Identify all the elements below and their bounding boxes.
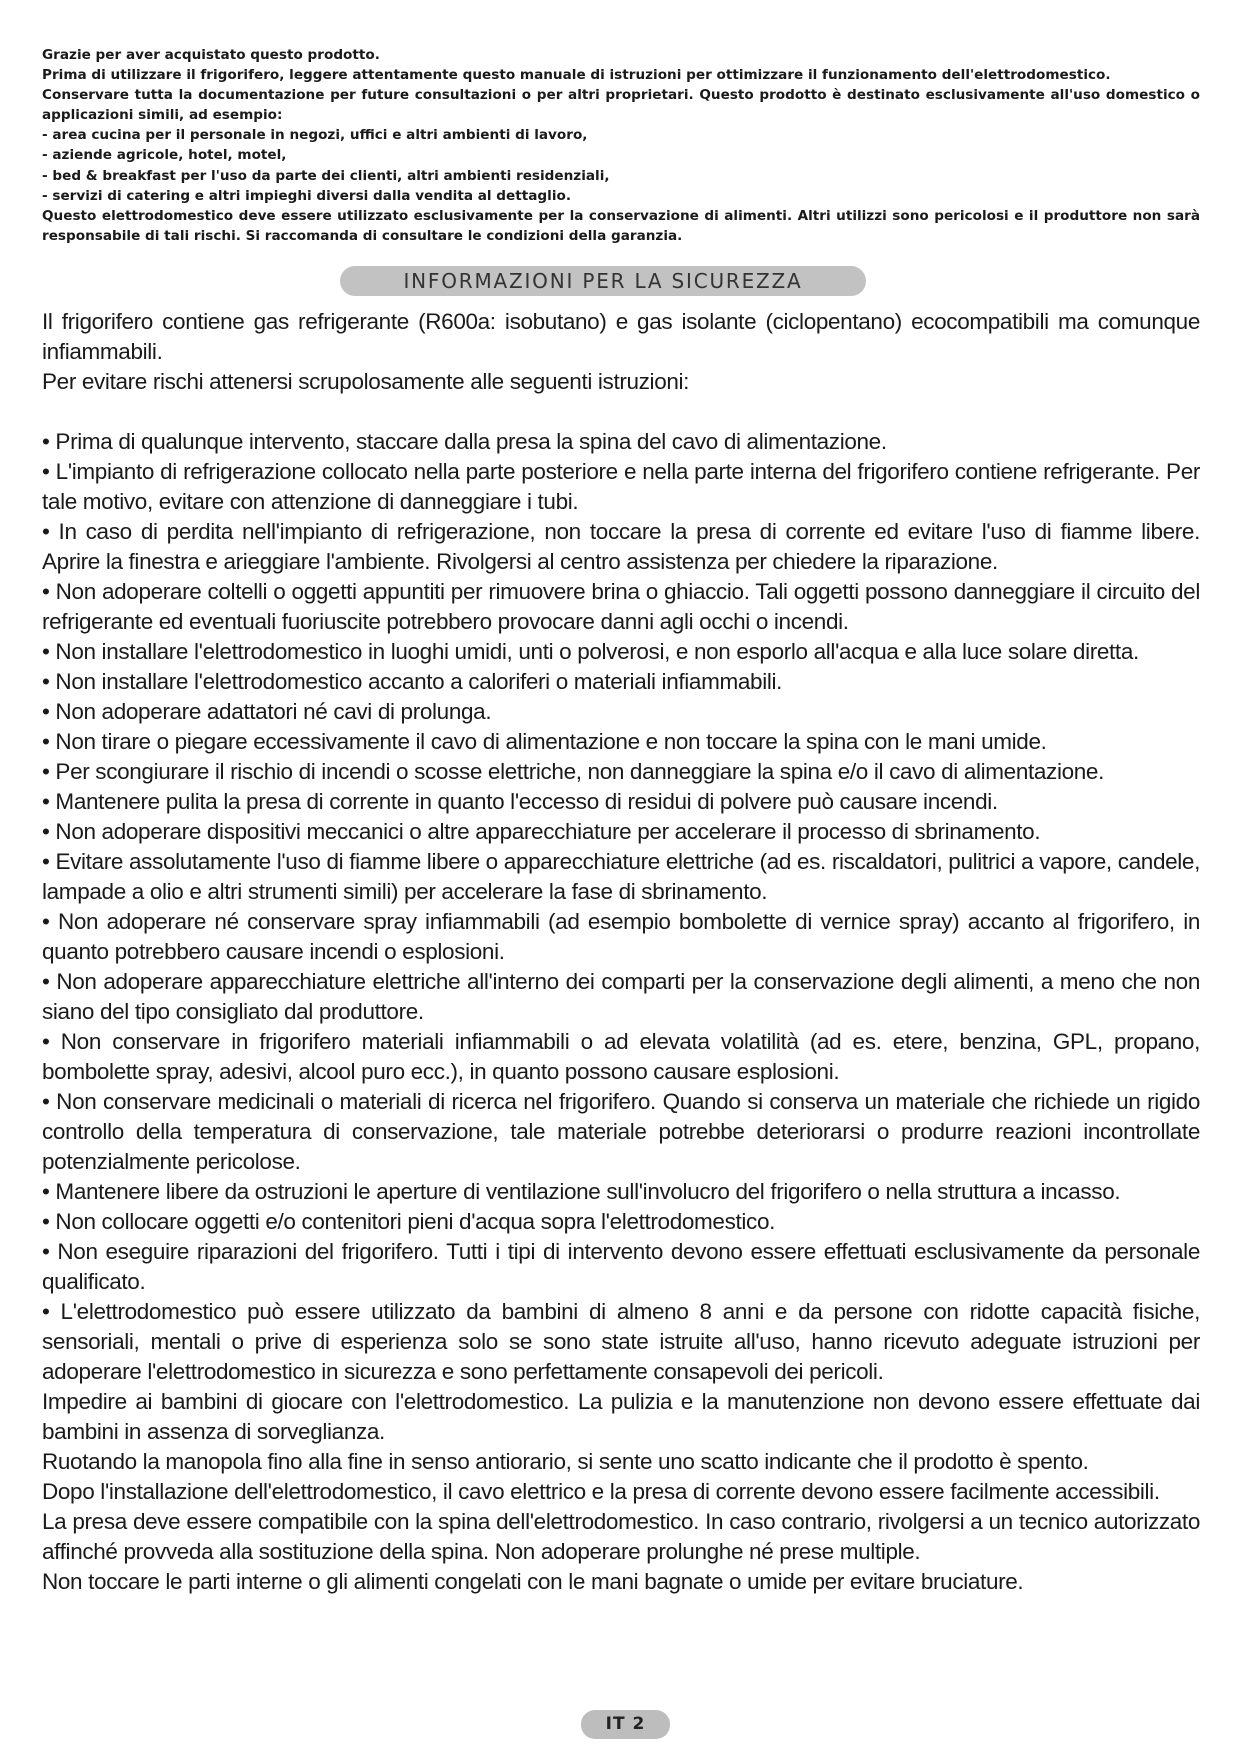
safety-bullet: • Non adoperare apparecchiature elettriche all'interno dei comparti per la conservazione degli alimenti, a meno che non siano del tipo consigliato dal produttore.: [42, 969, 1200, 1024]
intro-line: - bed & breakfast per l'uso da parte dei clienti, altri ambienti residenziali,: [42, 167, 610, 184]
safety-bullet: • Mantenere libere da ostruzioni le aperture di ventilazione sull'involucro del frigorifero o nella struttura a incasso.: [42, 1179, 1121, 1204]
safety-bullet: • Evitare assolutamente l'uso di fiamme libere o apparecchiature elettriche (ad es. riscaldatori, pulitrici a vapore, candele, lampade a olio e altri strumenti simili) per accelerare la fase di sbrinamento.: [42, 849, 1200, 904]
safety-bullet: • Mantenere pulita la presa di corrente in quanto l'eccesso di residui di polvere può causare incendi.: [42, 789, 998, 814]
intro-line: - aziende agricole, hotel, motel,: [42, 147, 287, 164]
intro-line: - servizi di catering e altri impieghi diversi dalla vendita al dettaglio.: [42, 187, 571, 204]
safety-bullet: • L'impianto di refrigerazione collocato nella parte posteriore e nella parte interna del frigorifero contiene refrigerante. Per tale motivo, evitare con attenzione di danneggiare i tubi.: [42, 459, 1200, 514]
safety-bullet: • Non adoperare coltelli o oggetti appuntiti per rimuovere brina o ghiaccio. Tali oggetti possono danneggiare il circuito del refrigerante ed eventuali fuoriuscite potrebbero provocare danni agli occhi o incendi.: [42, 579, 1200, 634]
safety-bullet: • Non installare l'elettrodomestico in luoghi umidi, unti o polverosi, e non esporlo all'acqua e alla luce solare diretta.: [42, 639, 1139, 664]
intro-line: Prima di utilizzare il frigorifero, leggere attentamente questo manuale di istruzioni per ottimizzare il funzionamento dell'elettrodomestico.: [42, 67, 1111, 84]
safety-bullet: • Prima di qualunque intervento, staccare dalla presa la spina del cavo di alimentazione.: [42, 429, 887, 454]
safety-bullet: • Non adoperare né conservare spray infiammabili (ad esempio bombolette di vernice spray) accanto al frigorifero, in quanto potrebbero causare incendi o esplosioni.: [42, 909, 1200, 964]
safety-closing-paragraph: La presa deve essere compatibile con la spina dell'elettrodomestico. In caso contrario, rivolgersi a un tecnico autorizzato affinché provveda alla sostituzione della spina. Non adoperare prolunghe né prese multiple.: [42, 1509, 1200, 1564]
safety-bullet: • Non adoperare adattatori né cavi di prolunga.: [42, 699, 492, 724]
intro-line: - area cucina per il personale in negozi, uffici e altri ambienti di lavoro,: [42, 127, 588, 144]
safety-bullet: • Non eseguire riparazioni del frigorifero. Tutti i tipi di intervento devono essere effettuati esclusivamente da personale qualificato.: [42, 1239, 1200, 1294]
safety-bullet: • Non adoperare dispositivi meccanici o altre apparecchiature per accelerare il processo di sbrinamento.: [42, 819, 1041, 844]
safety-bullet: • Non conservare medicinali o materiali di ricerca nel frigorifero. Quando si conserva un materiale che richiede un rigido controllo della temperatura di conservazione, tale materiale potrebbe deteriorarsi o produrre reazioni incontrollate potenzialmente pericolose.: [42, 1089, 1200, 1174]
safety-lead-paragraph: Per evitare rischi attenersi scrupolosamente alle seguenti istruzioni:: [42, 369, 690, 394]
section-heading: INFORMAZIONI PER LA SICUREZZA: [340, 266, 866, 296]
safety-bullet: • Non installare l'elettrodomestico accanto a caloriferi o materiali infiammabili.: [42, 669, 783, 694]
safety-closing-paragraph: Dopo l'installazione dell'elettrodomestico, il cavo elettrico e la presa di corrente devono essere facilmente accessibili.: [42, 1479, 1160, 1504]
safety-lead-paragraph: Il frigorifero contiene gas refrigerante (R600a: isobutano) e gas isolante (ciclopentano) ecocompatibili ma comunque infiammabili.: [42, 309, 1200, 364]
safety-instructions: [42, 307, 1200, 1597]
spacer: [42, 397, 1200, 427]
safety-closing-paragraph: Ruotando la manopola fino alla fine in senso antiorario, si sente uno scatto indicante che il prodotto è spento.: [42, 1449, 1089, 1474]
safety-bullet: • Non conservare in frigorifero materiali infiammabili o ad elevata volatilità (ad es. etere, benzina, GPL, propano, bombolette spray, adesivi, alcool puro ecc.), in quanto possono causare esplosioni.: [42, 1029, 1200, 1084]
intro-line: Conservare tutta la documentazione per future consultazioni o per altri proprietari. Questo prodotto è destinato esclusivamente all'uso domestico o applicazioni simili, ad esempio:: [42, 87, 1200, 124]
intro-line: Grazie per aver acquistato questo prodotto.: [42, 47, 380, 63]
safety-closing-paragraph: Impedire ai bambini di giocare con l'elettrodomestico. La pulizia e la manutenzione non devono essere effettuate dai bambini in assenza di sorveglianza.: [42, 1389, 1200, 1444]
intro-line: Questo elettrodomestico deve essere utilizzato esclusivamente per la conservazione di alimenti. Altri utilizzi sono pericolosi e il produttore non sarà responsabile di tali rischi. Si raccomanda di consultare le condizioni della garanzia.: [42, 207, 1200, 244]
page-number-badge: IT 2: [581, 1710, 670, 1739]
intro-text-block: [42, 45, 1200, 246]
safety-bullet: • Per scongiurare il rischio di incendi o scosse elettriche, non danneggiare la spina e/o il cavo di alimentazione.: [42, 759, 1104, 784]
safety-bullet: • Non collocare oggetti e/o contenitori pieni d'acqua sopra l'elettrodomestico.: [42, 1209, 776, 1234]
safety-bullet: • L'elettrodomestico può essere utilizzato da bambini di almeno 8 anni e da persone con ridotte capacità fisiche, sensoriali, mentali o prive di esperienza solo se sono state istruite all'uso, hanno ricevuto adeguate istruzioni per adoperare l'elettrodomestico in sicurezza e sono perfettamente consapevoli dei pericoli.: [42, 1299, 1200, 1384]
safety-bullet: • In caso di perdita nell'impianto di refrigerazione, non toccare la presa di corrente ed evitare l'uso di fiamme libere. Aprire la finestra e arieggiare l'ambiente. Rivolgersi al centro assistenza per chiedere la riparazione.: [42, 519, 1200, 574]
safety-bullet: • Non tirare o piegare eccessivamente il cavo di alimentazione e non toccare la spina con le mani umide.: [42, 729, 1047, 754]
safety-closing-paragraph: Non toccare le parti interne o gli alimenti congelati con le mani bagnate o umide per evitare bruciature.: [42, 1569, 1024, 1594]
